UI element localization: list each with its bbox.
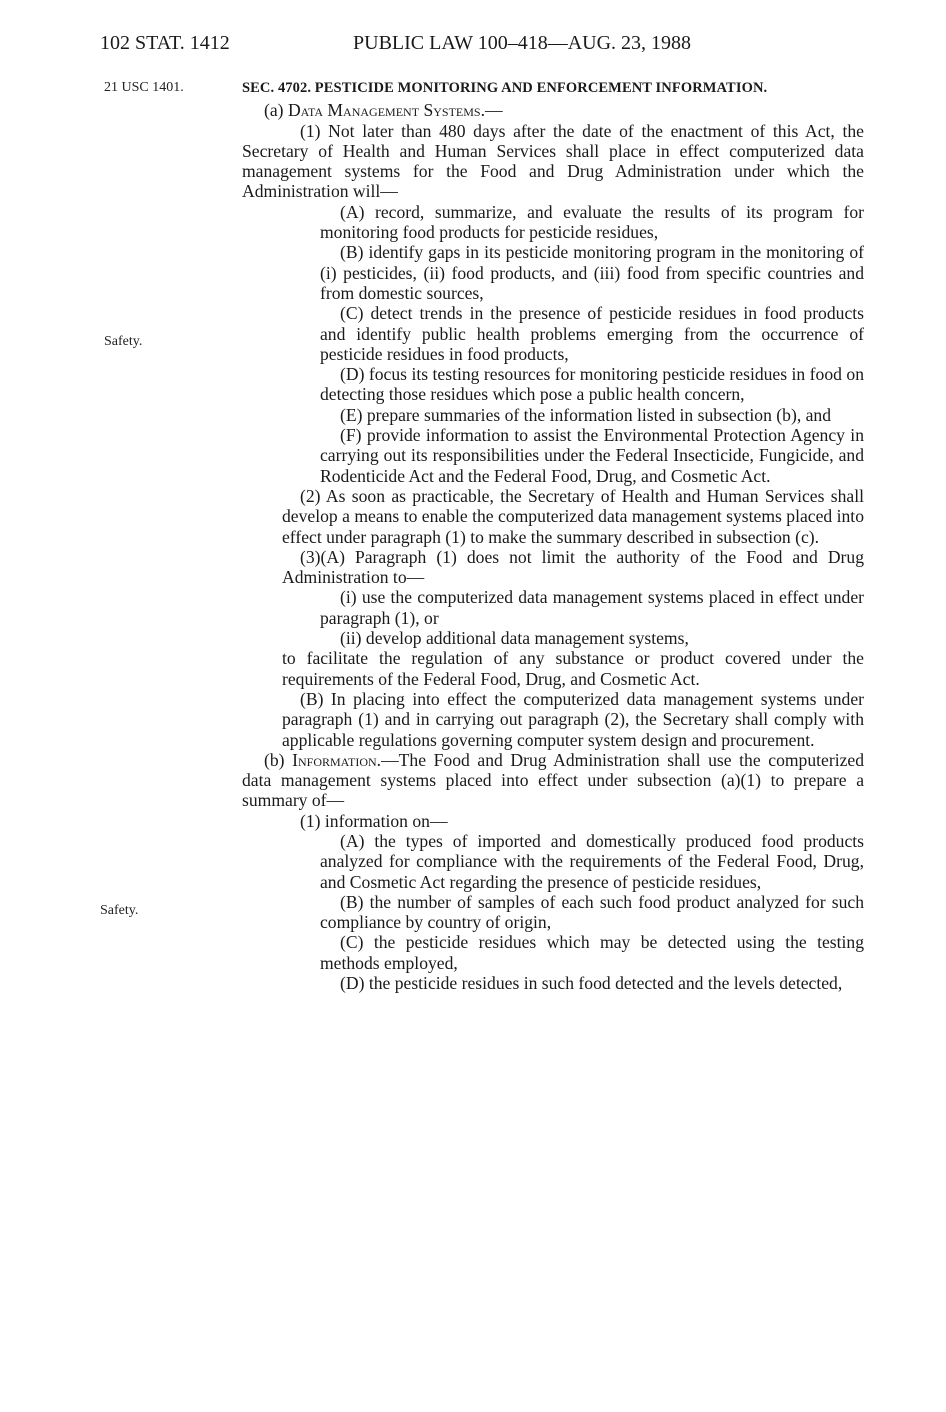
clause-b1D: (D) the pesticide residues in such food detected and the levels detected, bbox=[340, 973, 843, 994]
public-law-citation: PUBLIC LAW 100–418—AUG. 23, 1988 bbox=[353, 32, 692, 54]
section-title: SEC. 4702. PESTICIDE MONITORING AND ENFORCEMENT INFORMATION. bbox=[242, 80, 768, 96]
subsection-b-text: .—The Food and Drug Administration shall use the computerized data management systems placed into effect under subsection (a)(1) to prepare a summary of— bbox=[242, 749, 865, 811]
margin-note-safety: Safety. bbox=[100, 903, 139, 918]
clause-a3Ai: (i) use the computerized data management systems placed in effect under paragraph (1), or bbox=[320, 587, 864, 628]
paragraph-a2: (2) As soon as practicable, the Secretary of Health and Human Services shall develop a means to enable the computerized data management systems placed into effect under paragraph (1) to make the summary described in subsection (c). bbox=[282, 485, 864, 547]
stat-page-number: 102 STAT. 1412 bbox=[100, 32, 230, 54]
subsection-heading: Data Management Systems bbox=[287, 100, 481, 121]
section-body bbox=[242, 78, 864, 993]
clause-b1C: (C) the pesticide residues which may be detected using the testing methods employed, bbox=[320, 932, 864, 973]
clause-a1B: (B) identify gaps in its pesticide monitoring program in the monitoring of (i) pesticides, (ii) food products, and (iii) food from specific countries and from domestic sources, bbox=[320, 242, 864, 303]
clause-a1D: (D) focus its testing resources for monitoring pesticide residues in food on detecting those residues which pose a public health concern, bbox=[320, 364, 864, 405]
subsection-a-heading bbox=[242, 100, 864, 120]
paragraph-a3A: (3)(A) Paragraph (1) does not limit the authority of the Food and Drug Administration to— bbox=[282, 546, 864, 588]
clause-a1C: (C) detect trends in the presence of pesticide residues in food products and identify public health problems emerging from the occurrence of pesticide residues in food products, bbox=[320, 303, 864, 364]
subsection-label: (a) bbox=[264, 100, 288, 121]
margin-note-safety: Safety. bbox=[104, 334, 143, 349]
paragraph-a3B: (B) In placing into effect the computerized data management systems under paragraph (1) and in carrying out paragraph (2), the Secretary shall comply with applicable regulations governing computer system design and procurement. bbox=[282, 688, 864, 750]
clause-a3Aii: (ii) develop additional data management systems, bbox=[340, 628, 689, 649]
clause-a1E: (E) prepare summaries of the information listed in subsection (b), and bbox=[340, 404, 832, 425]
heading-dash: .— bbox=[480, 100, 503, 121]
paragraph-a3A-tail: to facilitate the regulation of any substance or product covered under the requirements of the Federal Food, Drug, and Cosmetic Act. bbox=[282, 648, 864, 689]
margin-note-usc: 21 USC 1401. bbox=[104, 80, 184, 95]
subsection-label: (b) bbox=[264, 749, 293, 770]
subsection-b bbox=[242, 750, 864, 811]
clause-a1F: (F) provide information to assist the Environmental Protection Agency in carrying out its responsibilities under the Federal Insecticide, Fungicide, and Rodenticide Act and the Federal Food, Drug, and Cosmetic Act. bbox=[320, 425, 864, 486]
running-header bbox=[100, 32, 860, 62]
paragraph-b1: (1) information on— bbox=[300, 810, 448, 831]
clause-b1A: (A) the types of imported and domestically produced food products analyzed for compliance with the requirements of the Federal Food, Drug, and Cosmetic Act regarding the presence of pesticide residues, bbox=[320, 830, 864, 892]
subsection-heading: Information bbox=[292, 749, 377, 770]
paragraph-a1: (1) Not later than 480 days after the date of the enactment of this Act, the Secretary of Health and Human Services shall place in effect computerized data management systems for the Food and Drug Administration under which the Administration will— bbox=[242, 120, 864, 202]
clause-b1B: (B) the number of samples of each such food product analyzed for such compliance by country of origin, bbox=[320, 891, 864, 933]
clause-a1A: (A) record, summarize, and evaluate the results of its program for monitoring food products for pesticide residues, bbox=[320, 201, 864, 243]
